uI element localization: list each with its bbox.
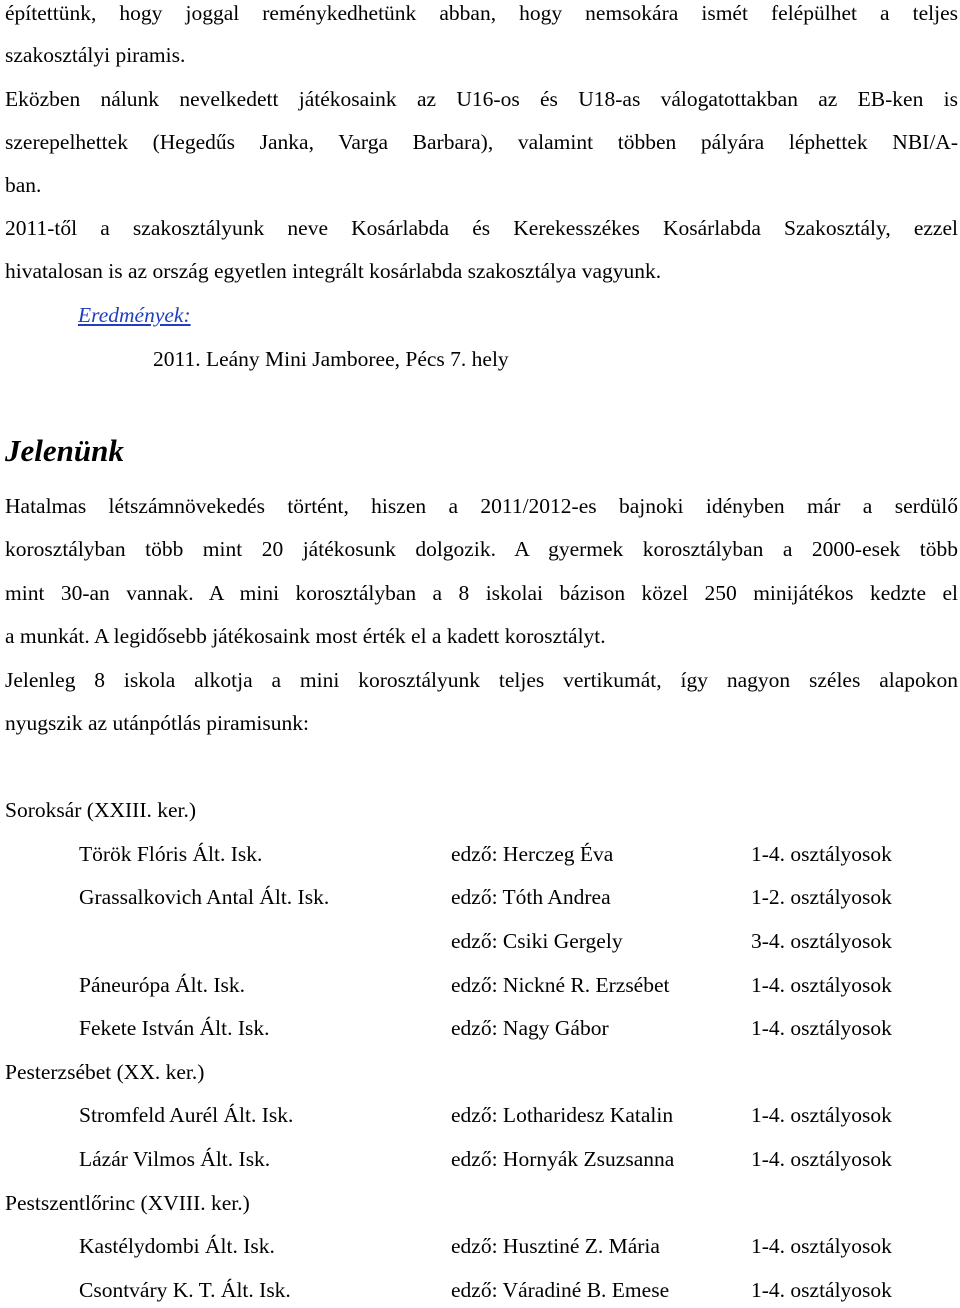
results-item: 2011. Leány Mini Jamboree, Pécs 7. hely xyxy=(153,347,509,371)
school-name: Török Flóris Ált. Isk. xyxy=(79,842,263,866)
section-line-1: Hatalmas létszámnövekedés történt, hiszen a 2011/2012-es bajnoki idényben már a serdülő xyxy=(5,494,958,518)
school-name: Páneurópa Ált. Isk. xyxy=(79,973,245,997)
school-name: Csontváry K. T. Ált. Isk. xyxy=(79,1278,291,1302)
district-name: Pestszentlőrinc (XVIII. ker.) xyxy=(5,1191,250,1215)
section-line-4: a munkát. A legidősebb játékosaink most érték el a kadett korosztályt. xyxy=(5,624,606,648)
school-name: Lázár Vilmos Ált. Isk. xyxy=(79,1147,271,1171)
section-heading: Jelenünk xyxy=(5,433,124,468)
grade-range: 1-4. osztályosok xyxy=(751,1147,892,1171)
district-name: Soroksár (XXIII. ker.) xyxy=(5,798,197,822)
grade-range: 1-4. osztályosok xyxy=(751,1278,892,1302)
section-line-5: Jelenleg 8 iskola alkotja a mini korosztályunk teljes vertikumát, így nagyon széles alapokon xyxy=(5,668,958,692)
intro-line-4: szerepelhettek (Hegedűs Janka, Varga Barbara), valamint többen pályára léphettek NBI/A- xyxy=(5,130,958,154)
intro-line-5: ban. xyxy=(5,173,42,197)
coach-name: edző: Nagy Gábor xyxy=(451,1016,609,1040)
school-name: Stromfeld Aurél Ált. Isk. xyxy=(79,1103,294,1127)
intro-line-6: 2011-től a szakosztályunk neve Kosárlabda és Kerekesszékes Kosárlabda Szakosztály, ezzel xyxy=(5,216,958,240)
coach-name: edző: Hornyák Zsuzsanna xyxy=(451,1147,675,1171)
coach-name: edző: Lotharidesz Katalin xyxy=(451,1103,674,1127)
grade-range: 3-4. osztályosok xyxy=(751,929,892,953)
section-line-2: korosztályban több mint 20 játékosunk dolgozik. A gyermek korosztályban a 2000-esek több xyxy=(5,537,958,561)
coach-name: edző: Nickné R. Erzsébet xyxy=(451,973,670,997)
section-line-3: mint 30-an vannak. A mini korosztályban a 8 iskolai bázison közel 250 minijátékos kedzte el xyxy=(5,581,958,605)
school-name: Grassalkovich Antal Ált. Isk. xyxy=(79,885,330,909)
intro-line-7: hivatalosan is az ország egyetlen integrált kosárlabda szakosztálya vagyunk. xyxy=(5,259,662,283)
grade-range: 1-4. osztályosok xyxy=(751,973,892,997)
results-link[interactable]: Eredmények: xyxy=(78,303,191,327)
coach-name: edző: Husztiné Z. Mária xyxy=(451,1234,660,1258)
coach-name: edző: Váradiné B. Emese xyxy=(451,1278,670,1302)
grade-range: 1-4. osztályosok xyxy=(751,842,892,866)
grade-range: 1-4. osztályosok xyxy=(751,1234,892,1258)
grade-range: 1-4. osztályosok xyxy=(751,1103,892,1127)
section-line-6: nyugszik az utánpótlás piramisunk: xyxy=(5,711,309,735)
school-name: Fekete István Ált. Isk. xyxy=(79,1016,270,1040)
coach-name: edző: Herczeg Éva xyxy=(451,842,614,866)
coach-name: edző: Csiki Gergely xyxy=(451,929,623,953)
coach-name: edző: Tóth Andrea xyxy=(451,885,611,909)
district-name: Pesterzsébet (XX. ker.) xyxy=(5,1060,205,1084)
school-name: Kastélydombi Ált. Isk. xyxy=(79,1234,275,1258)
intro-line-3: Eközben nálunk nevelkedett játékosaink az U16-os és U18-as válogatottakban az EB-ken is xyxy=(5,87,958,111)
intro-line-2: szakosztályi piramis. xyxy=(5,43,186,67)
grade-range: 1-4. osztályosok xyxy=(751,1016,892,1040)
grade-range: 1-2. osztályosok xyxy=(751,885,892,909)
intro-line-1: építettünk, hogy joggal reménykedhetünk abban, hogy nemsokára ismét felépülhet a teljes xyxy=(5,1,958,25)
